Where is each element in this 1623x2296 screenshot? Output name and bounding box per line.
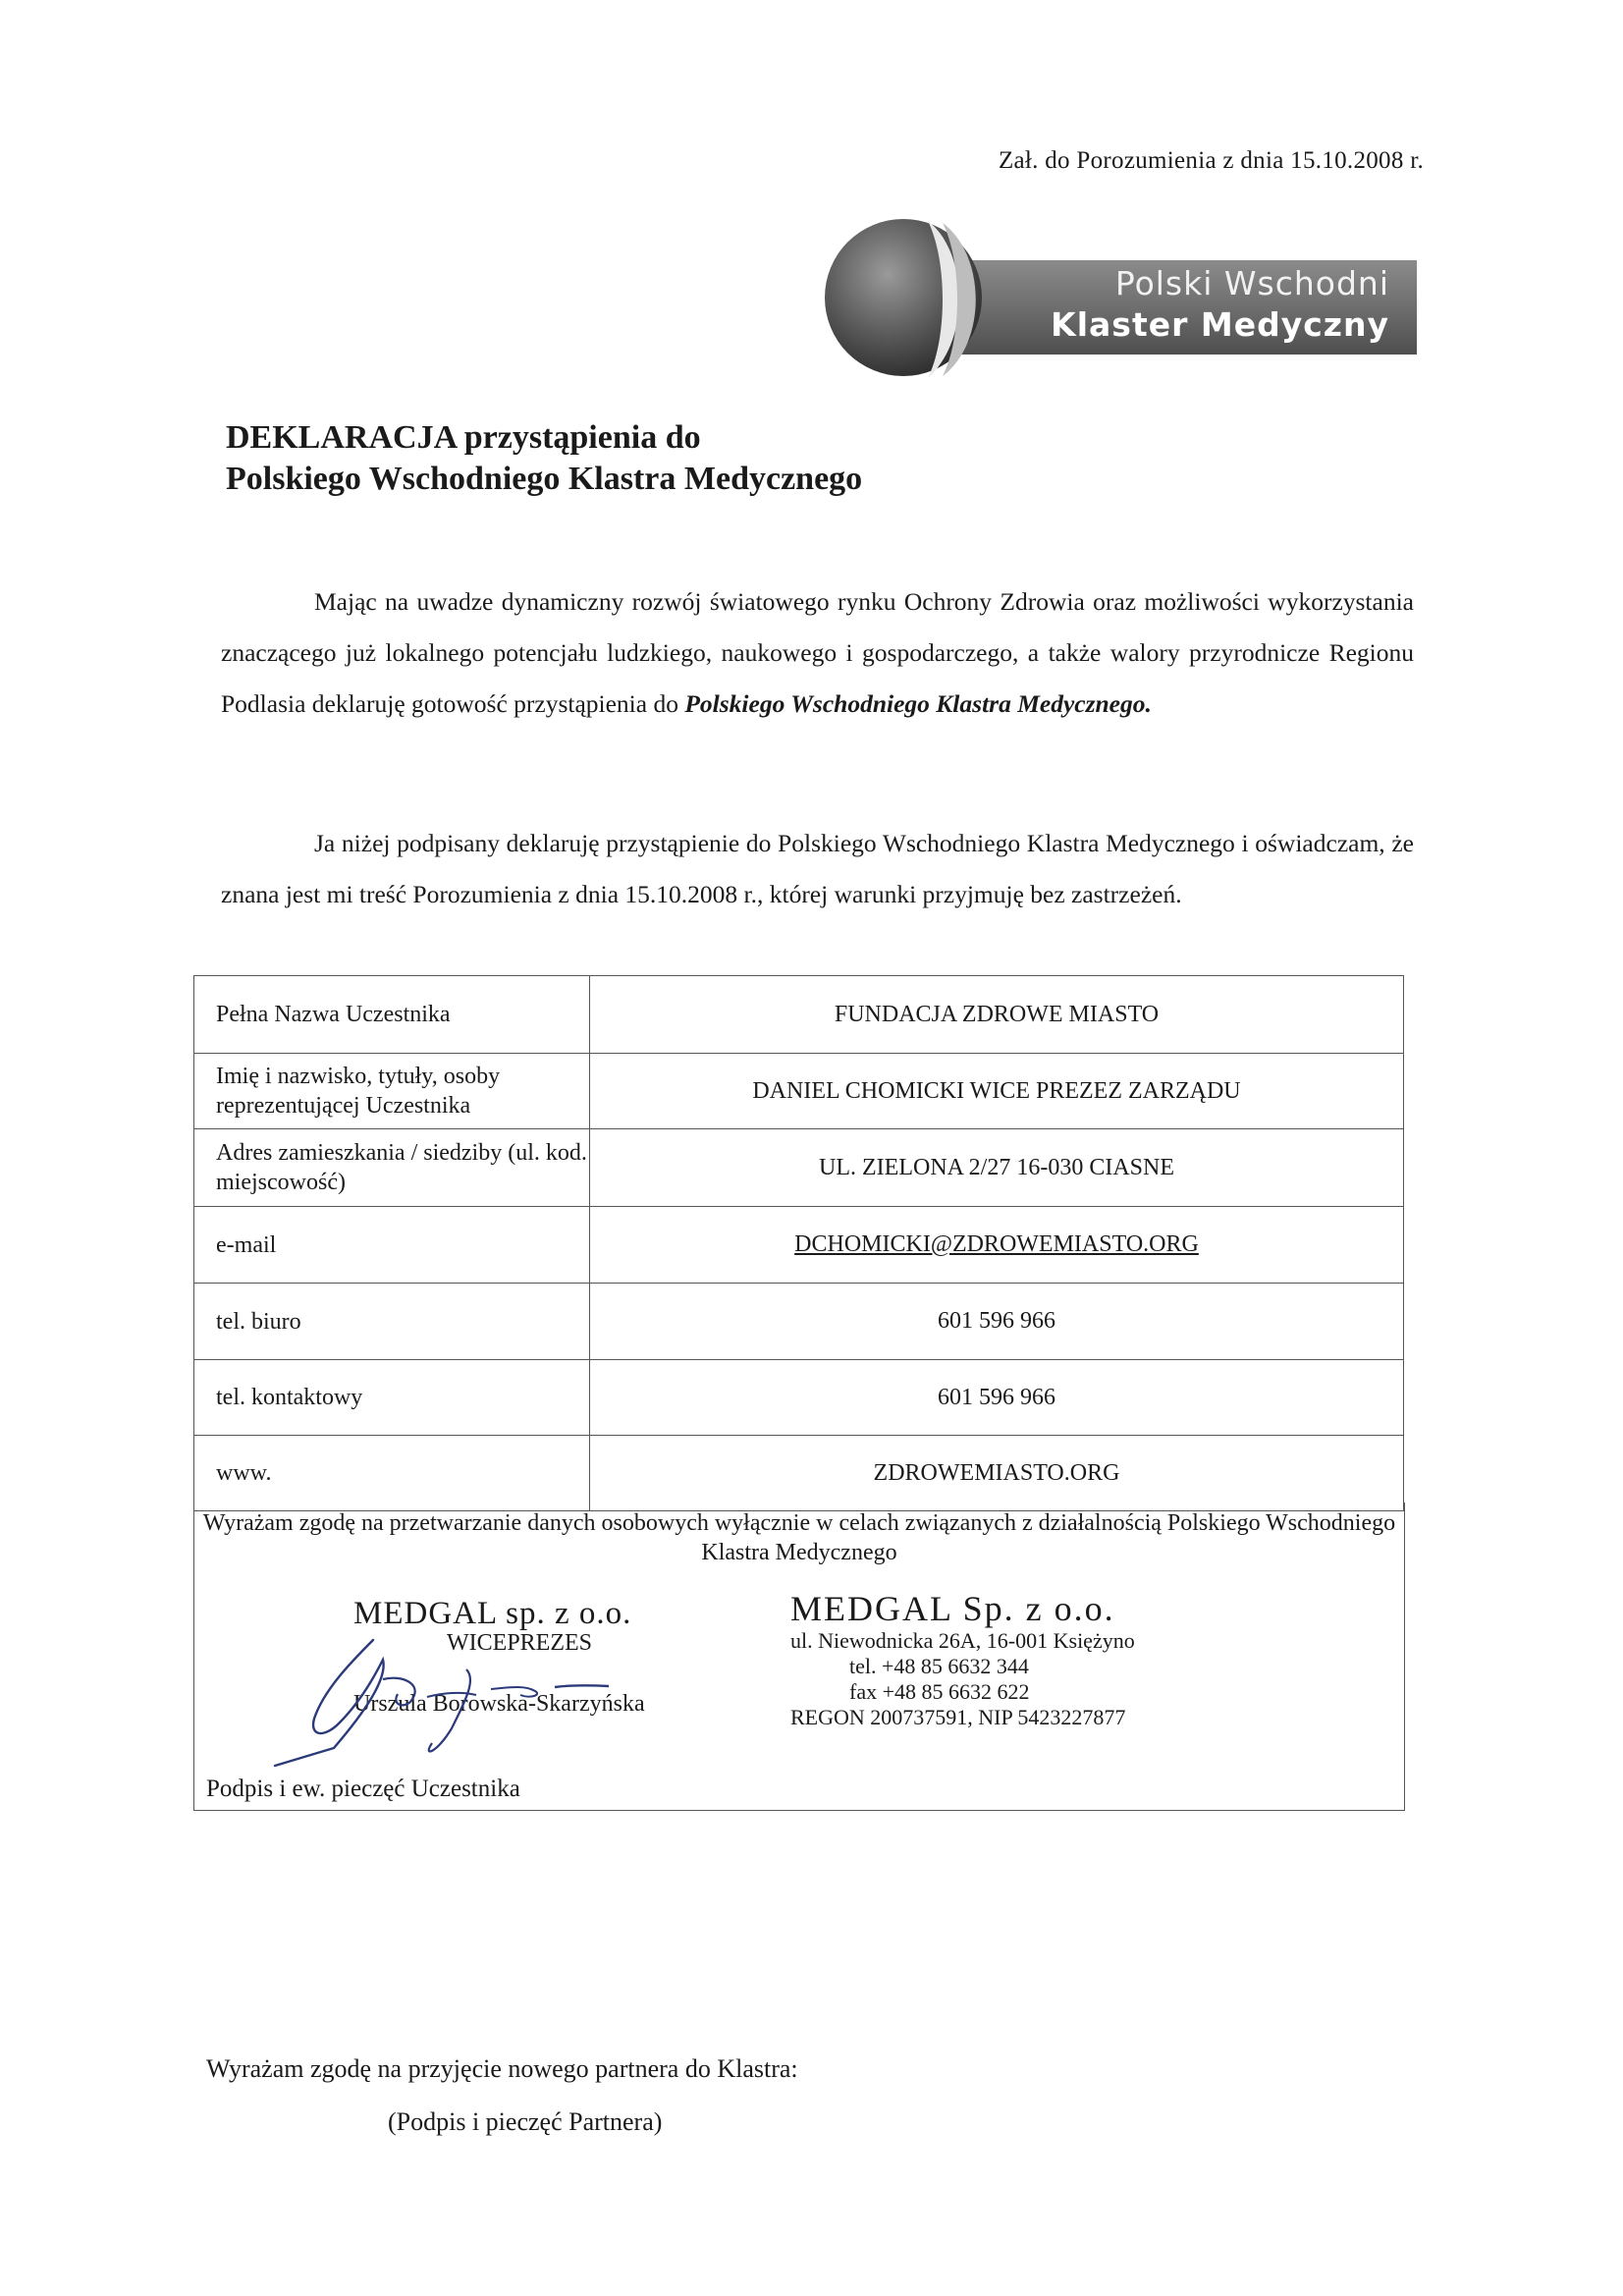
row-label: Adres zamieszkania / siedziby (ul. kod. miejscowość) xyxy=(194,1129,590,1207)
row-value: UL. ZIELONA 2/27 16-030 CIASNE xyxy=(590,1129,1404,1207)
cluster-logo xyxy=(810,211,1417,383)
stamp-company-name: MEDGAL Sp. z o.o. xyxy=(790,1589,1115,1628)
row-label: Imię i nazwisko, tytuły, osoby reprezentującej Uczestnika xyxy=(194,1054,590,1129)
email-link[interactable]: DCHOMICKI@ZDROWEMIASTO.ORG xyxy=(590,1207,1404,1284)
paragraph-intro-text: Mając na uwadze dynamiczny rozwój światowego rynku Ochrony Zdrowia oraz możliwości wykorzystania znaczącego już lokalnego potencjału ludzkiego, naukowego i gospodarczego, a także walory przyrodnicze Regionu Podlasia deklaruję gotowość przystąpienia do xyxy=(221,587,1414,718)
table-row xyxy=(194,1207,1404,1284)
table-row xyxy=(194,1436,1404,1511)
paragraph-intro xyxy=(221,576,1414,730)
row-label: Pełna Nazwa Uczestnika xyxy=(194,976,590,1054)
row-value: 601 596 966 xyxy=(590,1360,1404,1436)
row-label: tel. biuro xyxy=(194,1284,590,1360)
globe-icon xyxy=(810,211,1006,383)
participant-form-table xyxy=(193,975,1404,1511)
paragraph-declaration-text: Ja niżej podpisany deklaruję przystąpienie do Polskiego Wschodniego Klastra Medycznego i oświadczam, że znana jest mi treść Porozumienia z dnia 15.10.2008 r., której warunki przyjmuję bez zastrzeżeń. xyxy=(221,829,1414,908)
stamp-role: WICEPREZES xyxy=(447,1630,592,1656)
row-value: FUNDACJA ZDROWE MIASTO xyxy=(590,976,1404,1054)
participant-signature-label: Podpis i ew. pieczęć Uczestnika xyxy=(206,1776,520,1802)
stamp-address: ul. Niewodnicka 26A, 16-001 Księżyno xyxy=(790,1628,1135,1653)
row-value: DANIEL CHOMICKI WICE PREZEZ ZARZĄDU xyxy=(590,1054,1404,1129)
title-line2: Polskiego Wschodniego Klastra Medycznego xyxy=(226,461,863,497)
stamp-person-name: Urszula Borowska-Skarzyńska xyxy=(353,1691,645,1717)
handwritten-signature xyxy=(265,1620,677,1768)
row-value: 601 596 966 xyxy=(590,1284,1404,1360)
logo-text-line1: Polski Wschodni xyxy=(1114,264,1389,302)
table-row xyxy=(194,1054,1404,1129)
partner-signature-label: (Podpis i pieczęć Partnera) xyxy=(388,2107,663,2136)
declaration-title xyxy=(226,417,862,500)
attachment-date-note: Zał. do Porozumienia z dnia 15.10.2008 r. xyxy=(998,147,1424,174)
table-row xyxy=(194,976,1404,1054)
table-row xyxy=(194,1129,1404,1207)
company-stamp-right xyxy=(790,1589,1183,1730)
row-label: tel. kontaktowy xyxy=(194,1360,590,1436)
logo-text-line2: Klaster Medyczny xyxy=(1051,305,1389,344)
stamp-phone: tel. +48 85 6632 344 xyxy=(849,1654,1029,1678)
stamp-fax: fax +48 85 6632 622 xyxy=(849,1679,1030,1704)
paragraph-declaration xyxy=(221,818,1414,920)
partner-consent: Wyrażam zgodę na przyjęcie nowego partnera do Klastra: xyxy=(206,2054,798,2083)
row-label: e-mail xyxy=(194,1207,590,1284)
title-line1: DEKLARACJA przystąpienia do xyxy=(226,419,701,456)
paragraph-intro-emphasis: Polskiego Wschodniego Klastra Medycznego. xyxy=(684,689,1152,718)
data-processing-consent: Wyrażam zgodę na przetwarzanie danych osobowych wyłącznie w celach związanych z działalnością Polskiego Wschodniego Klastra Medycznego xyxy=(202,1510,1396,1565)
table-row xyxy=(194,1284,1404,1360)
stamp-company-name: MEDGAL sp. z o.o. xyxy=(353,1596,632,1631)
row-label: www. xyxy=(194,1436,590,1511)
table-row xyxy=(194,1360,1404,1436)
stamp-regon-nip: REGON 200737591, NIP 5423227877 xyxy=(790,1705,1126,1729)
website-value: ZDROWEMIASTO.ORG xyxy=(590,1436,1404,1511)
